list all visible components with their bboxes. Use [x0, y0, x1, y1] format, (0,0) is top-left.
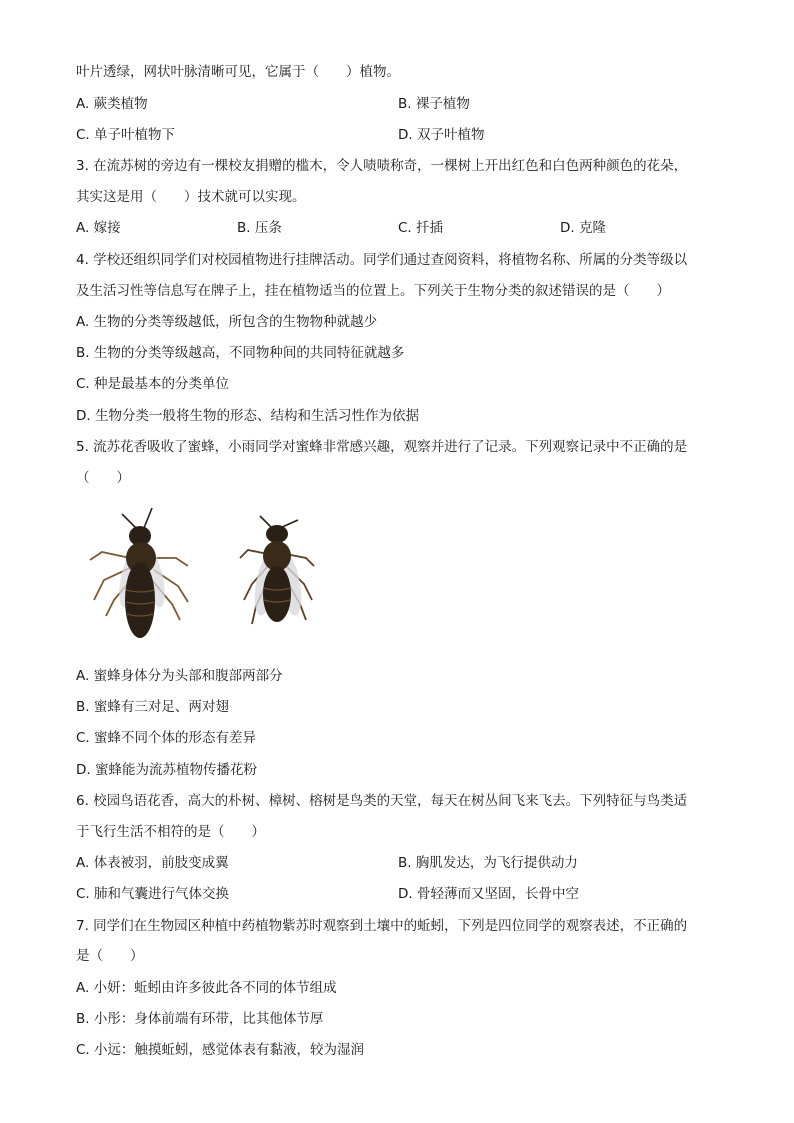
q5-stem-line1: 5. 流苏花香吸收了蜜蜂，小雨同学对蜜蜂非常感兴趣，观察并进行了记录。下列观察记录中不正确的是: [76, 439, 688, 455]
q3-stem-line2: 其实这是用（ ）技术就可以实现。: [76, 189, 306, 205]
q7-option-b: B. 小彤：身体前端有环带，比其他体节厚: [76, 1011, 324, 1027]
q6-options-row2: [76, 884, 716, 904]
q3-option-c: C. 扦插: [398, 220, 444, 236]
q7-option-c: C. 小远：触摸蚯蚓，感觉体表有黏液，较为湿润: [76, 1042, 365, 1058]
q3-stem-line1: 3. 在流苏树的旁边有一棵校友捐赠的槛木，令人啧啧称奇，一棵树上开出红色和白色两种颜色的花朵，: [76, 158, 688, 174]
q6-option-d: D. 骨轻薄而又坚固，长骨中空: [398, 886, 579, 902]
q5-option-d: D. 蜜蜂能为流苏植物传播花粉: [76, 762, 257, 778]
q5-option-c: C. 蜜蜂不同个体的形态有差异: [76, 730, 257, 746]
q7-stem-line2: 是（ ）: [76, 948, 144, 964]
q4-option-a: A. 生物的分类等级越低，所包含的生物物种就越少: [76, 314, 378, 330]
q5-option-a: A. 蜜蜂身体分为头部和腹部两部分: [76, 668, 283, 684]
q7-stem-line1: 7. 同学们在生物园区种植中药植物紫苏时观察到土壤中的蚯蚓，下列是四位同学的观察表述，不正确的: [76, 918, 688, 934]
q6-options-row1: [76, 853, 716, 873]
bee-1-image: [90, 508, 188, 638]
q2-option-b: B. 裸子植物: [398, 96, 470, 112]
q4-option-b: B. 生物的分类等级越高，不同物种间的共同特征就越多: [76, 345, 405, 361]
q2-stem: 叶片透绿，网状叶脉清晰可见，它属于（ ）植物。: [76, 64, 400, 80]
q4-stem-line1: 4. 学校还组织同学们对校园植物进行挂牌活动。同学们通过查阅资料，将植物名称、所属的分类等级以: [76, 252, 688, 268]
q6-stem-line2: 于飞行生活不相符的是（ ）: [76, 824, 265, 840]
q2-options-row1: [76, 94, 716, 114]
q4-option-d: D. 生物分类一般将生物的形态、结构和生活习性作为依据: [76, 408, 419, 424]
bee-2-image: [240, 516, 314, 624]
q4-option-c: C. 种是最基本的分类单位: [76, 376, 230, 392]
q2-option-a: A. 蕨类植物: [76, 96, 148, 112]
q6-option-b: B. 胸肌发达，为飞行提供动力: [398, 855, 578, 871]
q5-stem-line2: （ ）: [76, 470, 130, 486]
q6-stem-line1: 6. 校园鸟语花香，高大的朴树、樟树、榕树是鸟类的天堂，每天在树丛间飞来飞去。下列特征与鸟类适: [76, 793, 688, 809]
q6-option-a: A. 体表被羽，前肢变成翼: [76, 855, 229, 871]
q3-option-a: A. 嫁接: [76, 220, 121, 236]
q7-option-a: A. 小妍：蚯蚓由许多彼此各不同的体节组成: [76, 980, 337, 996]
q4-stem-line2: 及生活习性等信息写在牌子上，挂在植物适当的位置上。下列关于生物分类的叙述错误的是（ ）: [76, 283, 670, 299]
q5-option-b: B. 蜜蜂有三对足、两对翅: [76, 699, 229, 715]
q3-option-d: D. 克隆: [560, 220, 606, 236]
q3-option-b: B. 压条: [237, 220, 282, 236]
bee-photos: [84, 500, 334, 650]
q6-option-c: C. 肺和气囊进行气体交换: [76, 886, 230, 902]
q2-option-d: D. 双子叶植物: [398, 127, 485, 143]
q2-option-c: C. 单子叶植物下: [76, 127, 176, 143]
q3-options-row: [76, 218, 716, 238]
q2-options-row2: [76, 125, 716, 145]
bee-figure: [84, 500, 334, 650]
